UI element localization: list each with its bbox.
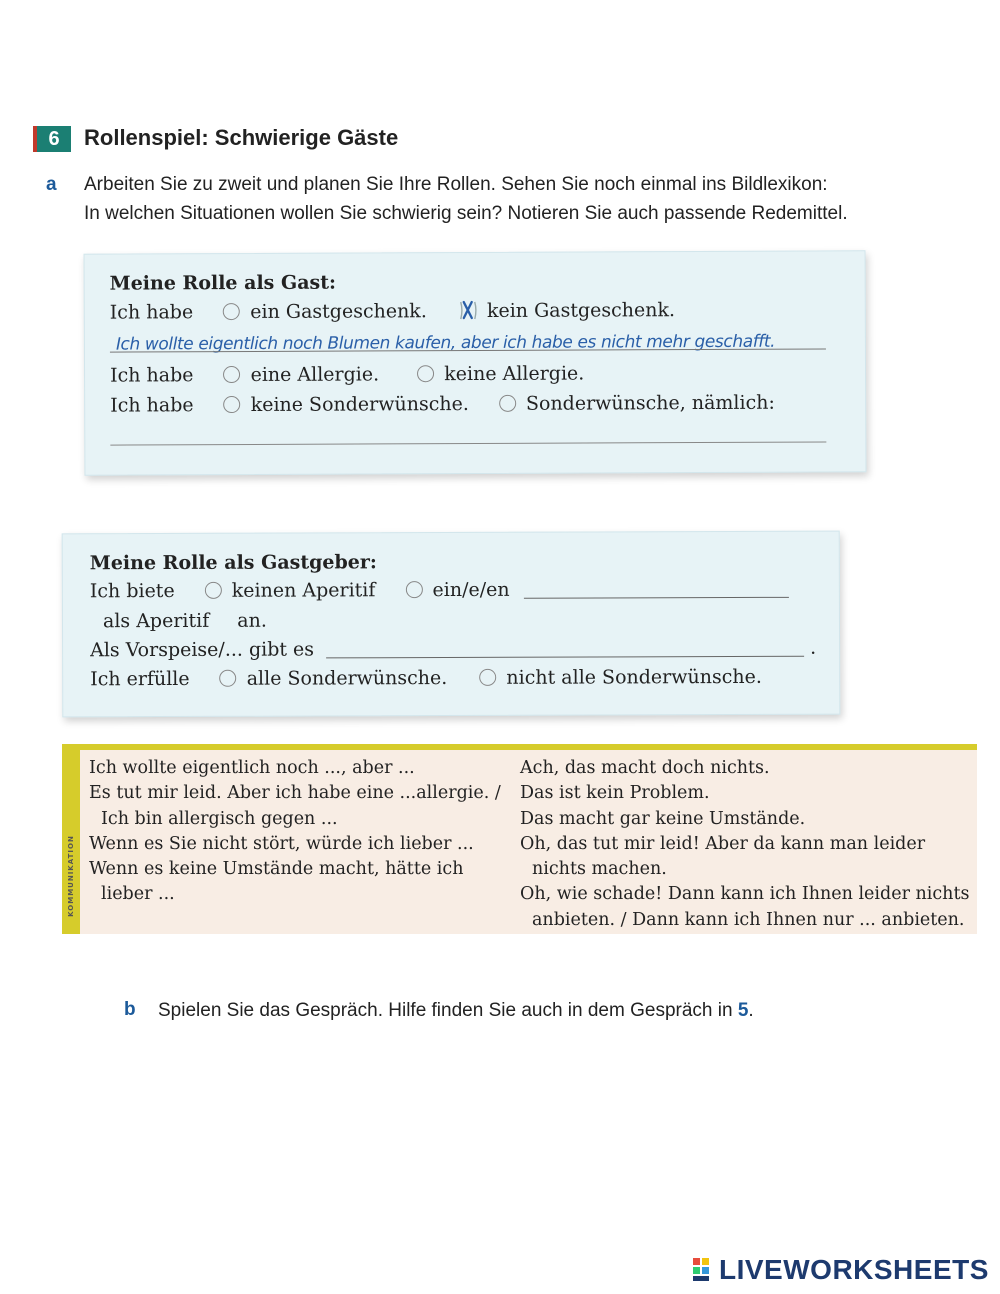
host-starter-prefix: Als Vorspeise/... gibt es [90,638,315,662]
option-nicht-alle-sonderwuensche: nicht alle Sonderwünsche. [506,665,762,689]
radio-nicht-alle-sonderwuensche[interactable] [479,669,496,686]
option-ein-e-en: ein/e/en [432,578,510,602]
komm-left-4: Wenn es Sie nicht stört, würde ich lieber ... [89,833,474,854]
kommunikation-left-column [89,756,501,908]
komm-right-7: anbieten. / Dann kann ich Ihnen nur ... anbieten. [532,909,965,930]
part-b-instruction [158,996,754,1025]
guest-role-card [84,250,867,475]
host-card-title: Meine Rolle als Gastgeber: [89,551,377,575]
radio-ein-e-en[interactable] [405,581,422,598]
radio-keine-sonderwuensche[interactable] [224,396,241,413]
guest-allergy-prefix: Ich habe [110,364,194,387]
option-kein-gastgeschenk: kein Gastgeschenk. [486,299,676,322]
kommunikation-top-bar [62,744,977,750]
option-alle-sonderwuensche: alle Sonderwünsche. [246,667,448,690]
aperitif-blank[interactable] [524,597,789,599]
komm-right-3: Das macht gar keine Umstände. [520,808,806,829]
guest-gift-row [110,298,675,323]
host-starter-row [90,637,816,662]
host-aperitif-prefix: Ich biete [89,579,175,603]
komm-left-5: Wenn es keine Umstände macht, hätte ich [89,859,464,880]
option-keine-allergie: keine Allergie. [444,362,585,386]
liveworksheets-logo-icon [693,1258,719,1282]
host-aperitif-cont-row [103,610,267,633]
komm-left-1: Ich wollte eigentlich noch ..., aber ... [89,758,415,778]
kommunikation-right-column [520,756,969,933]
exercise-number: 6 [33,126,71,152]
radio-sonderwuensche[interactable] [499,395,516,412]
option-eine-allergie: eine Allergie. [250,363,380,386]
komm-left-3: Ich bin allergisch gegen ... [101,808,338,829]
komm-right-2: Das ist kein Problem. [520,783,710,804]
part-b-text: Spielen Sie das Gespräch. Hilfe finden Sie auch in dem Gespräch in [158,1000,733,1021]
part-a-instruction [84,170,848,228]
answer-line-2[interactable] [110,441,826,445]
komm-left-6: lieber ... [101,884,175,905]
radio-alle-sonderwuensche[interactable] [220,670,237,687]
host-als-aperitif: als Aperitif [102,609,210,633]
exercise-title: Rollenspiel: Schwierige Gäste [84,125,399,150]
guest-allergy-row [110,363,584,387]
option-keinen-aperitif: keinen Aperitif [231,579,376,602]
part-b-end: . [748,1000,754,1021]
radio-eine-allergie[interactable] [223,366,240,383]
check-x-icon [457,299,479,321]
komm-right-5: nichts machen. [532,859,667,880]
starter-blank[interactable] [326,656,804,659]
option-ein-gastgeschenk: ein Gastgeschenk. [250,300,427,323]
liveworksheets-logo[interactable] [693,1253,989,1287]
option-sonderwuensche-naemlich: Sonderwünsche, nämlich: [525,391,775,415]
radio-kein-gastgeschenk-checked[interactable] [457,299,479,321]
komm-left-2: Es tut mir leid. Aber ich habe eine ...allergie. / [89,783,501,804]
radio-keinen-aperitif[interactable] [205,582,222,599]
kommunikation-label-wrap [62,835,80,920]
handwritten-answer: Ich wollte eigentlich noch Blumen kaufen, aber ich habe es nicht mehr geschafft. [115,331,776,355]
liveworksheets-logo-text: LIVEWORKSHEETS [719,1254,989,1285]
guest-card-title: Meine Rolle als Gast: [109,271,337,295]
part-a-line-1: Arbeiten Sie zu zweit und planen Sie Ihre Rollen. Sehen Sie noch einmal ins Bildlexikon: [84,174,828,195]
host-wishes-prefix: Ich erfülle [90,667,190,691]
host-role-card [62,531,841,718]
host-an: an. [237,609,267,632]
host-aperitif-row [90,578,789,602]
host-wishes-row [90,666,762,690]
radio-ein-gastgeschenk[interactable] [223,303,240,320]
guest-wishes-row [110,392,775,417]
part-a-line-2: In welchen Situationen wollen Sie schwierig sein? Notieren Sie auch passende Redemittel. [84,203,848,224]
part-a-letter: a [46,174,57,195]
host-starter-end: . [810,636,817,659]
komm-right-1: Ach, das macht doch nichts. [520,758,770,778]
radio-keine-allergie[interactable] [417,365,434,382]
guest-gift-prefix: Ich habe [109,301,194,324]
komm-right-4: Oh, das tut mir leid! Aber da kann man leider [520,833,926,854]
guest-wishes-prefix: Ich habe [110,394,194,417]
komm-right-6: Oh, wie schade! Dann kann ich Ihnen leider nichts [520,884,970,905]
part-b-letter: b [124,999,136,1020]
part-b-reference[interactable]: 5 [737,1000,749,1021]
option-keine-sonderwuensche: keine Sonderwünsche. [250,393,469,416]
kommunikation-label: KOMMUNIKATION [67,835,75,917]
